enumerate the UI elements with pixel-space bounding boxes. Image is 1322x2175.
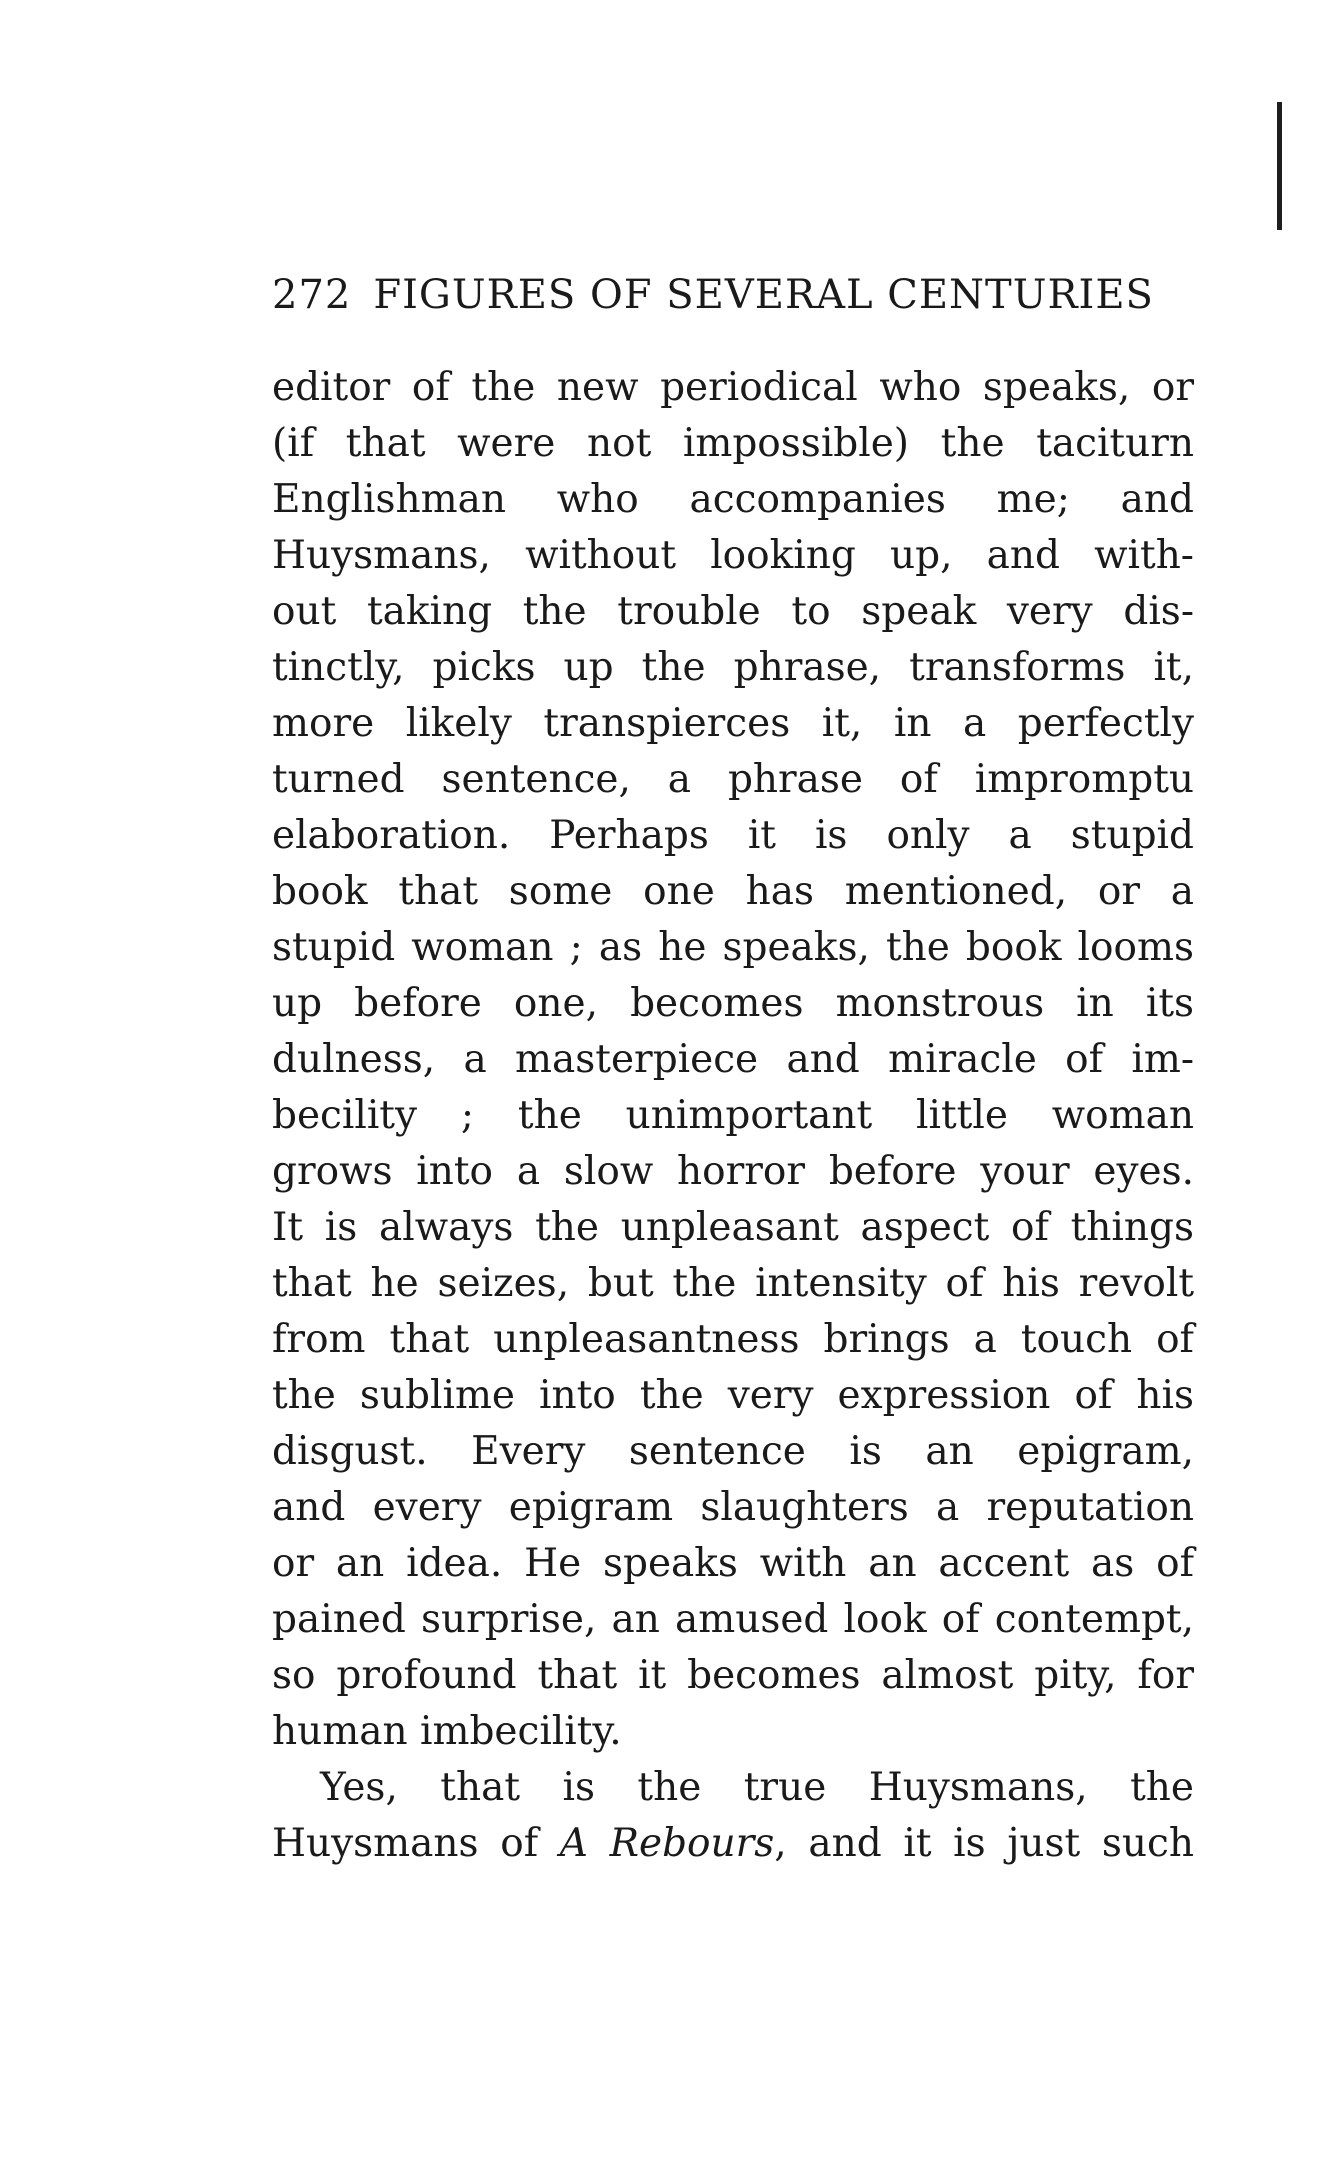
text-line: dulness, a masterpiece and miracle of im- bbox=[272, 1037, 1194, 1082]
text-line: Englishman who accompanies me; and bbox=[272, 477, 1194, 522]
text-line: editor of the new periodical who speaks, or bbox=[272, 365, 1194, 410]
text-line: pained surprise, an amused look of contempt, bbox=[272, 1597, 1194, 1642]
text-line: turned sentence, a phrase of impromptu bbox=[272, 757, 1194, 802]
text-line: out taking the trouble to speak very dis- bbox=[272, 589, 1194, 634]
text-line: the sublime into the very expression of his bbox=[272, 1373, 1194, 1418]
paragraph-start-line: Yes, that is the true Huysmans, the bbox=[320, 1765, 1194, 1810]
text-line: or an idea. He speaks with an accent as of bbox=[272, 1541, 1194, 1586]
book-title-italic: A Rebours bbox=[559, 1821, 775, 1866]
text-line-with-title bbox=[272, 1816, 1194, 1872]
text-line: grows into a slow horror before your eyes. bbox=[272, 1149, 1194, 1194]
text-line: stupid woman ; as he speaks, the book looms bbox=[272, 925, 1194, 970]
text-line: disgust. Every sentence is an epigram, bbox=[272, 1429, 1194, 1474]
text-line: (if that were not impossible) the taciturn bbox=[272, 421, 1194, 466]
body-text bbox=[272, 360, 1194, 1872]
page-edge-mark bbox=[1277, 102, 1282, 230]
text-run: Huysmans of bbox=[272, 1821, 560, 1866]
text-line: elaboration. Perhaps it is only a stupid bbox=[272, 813, 1194, 858]
text-line: more likely transpierces it, in a perfectly bbox=[272, 701, 1194, 746]
running-title: FIGURES OF SEVERAL CENTURIES bbox=[373, 272, 1154, 318]
text-run: , and it is just such bbox=[774, 1821, 1194, 1866]
text-line: so profound that it becomes almost pity, for bbox=[272, 1653, 1194, 1698]
text-line: from that unpleasantness brings a touch of bbox=[272, 1317, 1194, 1362]
text-line: It is always the unpleasant aspect of things bbox=[272, 1205, 1194, 1250]
page-number: 272 bbox=[272, 272, 352, 318]
text-line: becility ; the unimportant little woman bbox=[272, 1093, 1194, 1138]
text-line: book that some one has mentioned, or a bbox=[272, 869, 1194, 914]
text-line: and every epigram slaughters a reputation bbox=[272, 1485, 1194, 1530]
running-head bbox=[272, 272, 1182, 318]
text-line: Huysmans, without looking up, and with- bbox=[272, 533, 1194, 578]
text-line: tinctly, picks up the phrase, transforms it, bbox=[272, 645, 1194, 690]
text-line: human imbecility. bbox=[272, 1709, 622, 1754]
text-line: that he seizes, but the intensity of his revolt bbox=[272, 1261, 1194, 1306]
text-line: up before one, becomes monstrous in its bbox=[272, 981, 1194, 1026]
